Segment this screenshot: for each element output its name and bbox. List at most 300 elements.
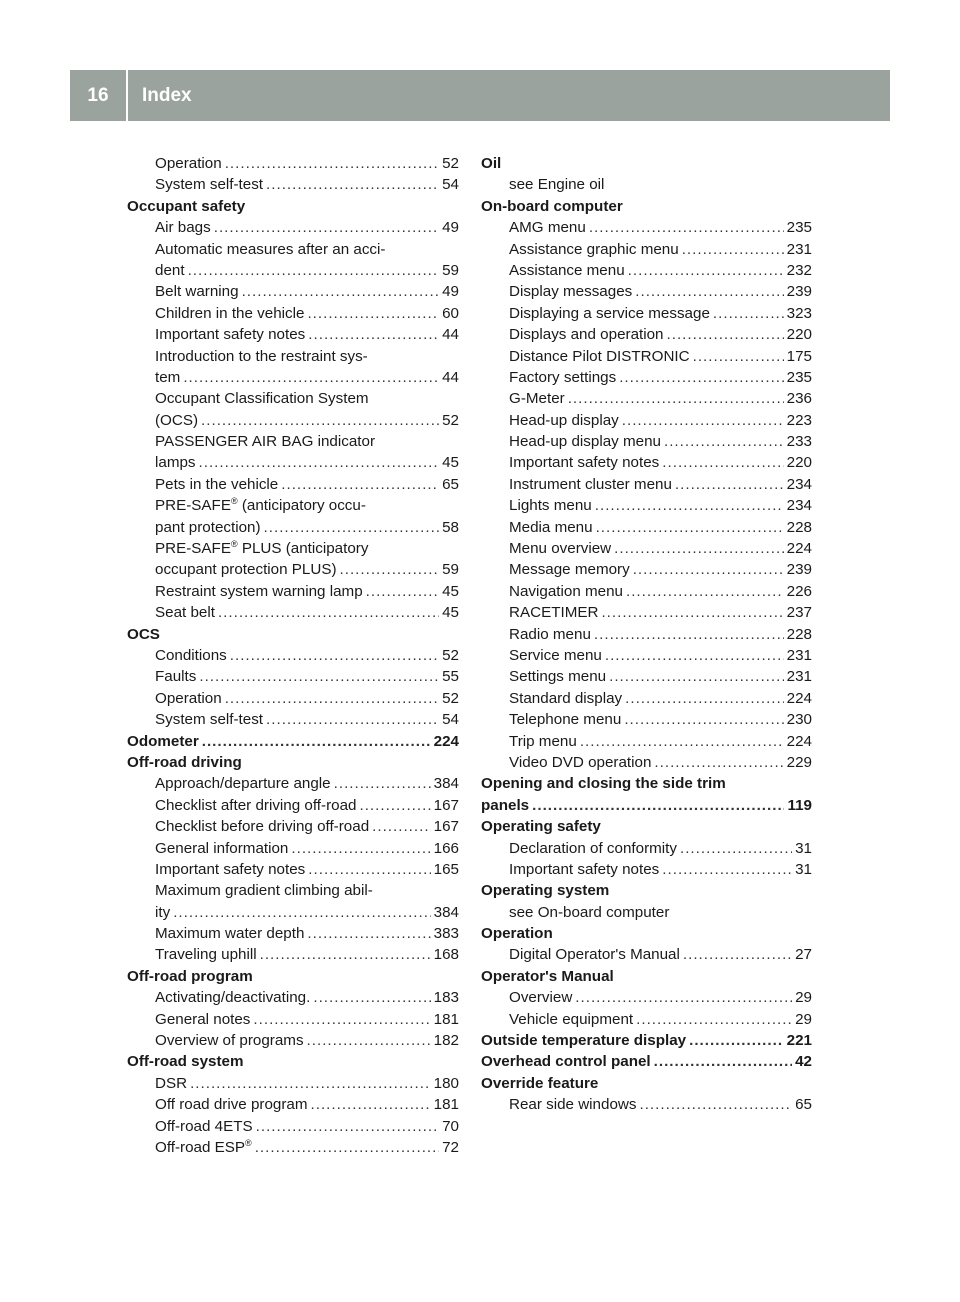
page-reference[interactable]: 175 (786, 347, 812, 365)
index-entry (481, 987, 812, 1008)
index-entry (481, 217, 812, 238)
index-entry (127, 581, 459, 602)
index-entry (481, 944, 812, 965)
dot-leader (601, 602, 783, 623)
dot-leader (359, 795, 430, 816)
dot-leader (682, 239, 784, 260)
page-reference[interactable]: 236 (786, 390, 812, 408)
page-reference[interactable]: 182 (433, 1032, 459, 1050)
page-reference[interactable]: 31 (795, 839, 812, 857)
entry-text: dent (155, 261, 185, 279)
index-entry (127, 474, 459, 495)
index-entry (481, 324, 812, 345)
entry-text: Displaying a service message (509, 304, 710, 322)
entry-text: Media menu (509, 518, 593, 536)
dot-leader (199, 666, 439, 687)
page-reference[interactable]: 181 (433, 1096, 459, 1114)
index-heading (481, 1073, 812, 1094)
dot-leader (199, 452, 440, 473)
entry-text: Important safety notes (509, 860, 660, 878)
index-entry (481, 602, 812, 623)
page-reference[interactable]: 224 (786, 540, 812, 558)
page-reference[interactable]: 166 (433, 839, 459, 857)
index-entry (127, 260, 459, 281)
page-reference[interactable]: 224 (786, 732, 812, 750)
dot-leader (183, 367, 439, 388)
page-reference[interactable]: 180 (433, 1074, 459, 1092)
entry-text: AMG menu (509, 219, 586, 237)
page-reference[interactable]: 221 (786, 1032, 812, 1050)
page-reference[interactable]: 231 (786, 646, 812, 664)
page-reference[interactable]: 45 (442, 604, 459, 622)
index-entry (127, 431, 459, 452)
page-reference[interactable]: 235 (786, 219, 812, 237)
entry-text: DSR (155, 1074, 188, 1092)
page-reference[interactable]: 234 (786, 497, 812, 515)
dot-leader (662, 452, 783, 473)
page-reference[interactable]: 220 (786, 454, 812, 472)
page-reference[interactable]: 29 (795, 1010, 812, 1028)
dot-leader (225, 153, 439, 174)
entry-text: Digital Operator's Manual (509, 946, 680, 964)
entry-text: pant protection) (155, 518, 261, 536)
index-column-right (481, 153, 812, 1116)
index-heading (481, 966, 812, 987)
dot-leader (639, 1094, 792, 1115)
dot-leader (230, 645, 439, 666)
entry-text: PASSENGER AIR BAG indicator (155, 433, 376, 451)
index-entry (127, 923, 459, 944)
entry-text: Operation (481, 925, 553, 943)
dot-leader (654, 752, 783, 773)
page-reference[interactable]: 232 (786, 261, 812, 279)
page-reference[interactable]: 65 (795, 1096, 812, 1114)
entry-text: Activating/deactivating. (155, 989, 311, 1007)
index-entry (127, 709, 459, 730)
index-entry (481, 239, 812, 260)
entry-text: Important safety notes (509, 454, 660, 472)
page-reference[interactable]: 239 (786, 561, 812, 579)
page-reference[interactable]: 42 (795, 1053, 812, 1071)
index-heading (481, 880, 812, 901)
index-entry (127, 174, 459, 195)
dot-leader (595, 495, 784, 516)
page-reference[interactable]: 383 (433, 925, 459, 943)
index-entry (127, 1009, 459, 1030)
index-heading (481, 795, 812, 816)
dot-leader (266, 174, 439, 195)
index-entry (481, 367, 812, 388)
index-entry (127, 1094, 459, 1115)
index-entry (127, 346, 459, 367)
index-entry (481, 688, 812, 709)
index-entry (481, 902, 812, 923)
dot-leader (256, 1116, 439, 1137)
page-reference[interactable]: 44 (442, 326, 459, 344)
page-reference[interactable]: 167 (433, 796, 459, 814)
dot-leader (307, 923, 430, 944)
entry-text: Off-road program (127, 967, 253, 985)
index-heading (127, 731, 459, 752)
entry-text: Off-road driving (127, 753, 242, 771)
entry-text: Off-road 4ETS (155, 1117, 253, 1135)
index-entry (481, 431, 812, 452)
entry-text: Settings menu (509, 668, 607, 686)
index-entry (127, 1116, 459, 1137)
entry-text: Maximum gradient climbing abil- (155, 882, 373, 900)
dot-leader (308, 324, 439, 345)
index-entry (481, 1009, 812, 1030)
entry-text: occupant protection PLUS) (155, 561, 337, 579)
dot-leader (201, 410, 439, 431)
entry-text: Instrument cluster menu (509, 475, 672, 493)
dot-leader (589, 217, 784, 238)
dot-leader (609, 666, 784, 687)
dot-leader (594, 624, 784, 645)
dot-leader (667, 324, 784, 345)
entry-text: Seat belt (155, 604, 215, 622)
entry-text: Overview of programs (155, 1032, 304, 1050)
page-reference[interactable]: 168 (433, 946, 459, 964)
page-reference[interactable]: 58 (442, 518, 459, 536)
entry-text: Off road drive program (155, 1096, 308, 1114)
index-entry (127, 880, 459, 901)
dot-leader (689, 1030, 784, 1051)
dot-leader (596, 517, 784, 538)
index-entry (481, 346, 812, 367)
entry-text: Occupant safety (127, 197, 246, 215)
entry-text: Automatic measures after an acci- (155, 240, 386, 258)
index-entry (481, 388, 812, 409)
entry-text: panels (481, 796, 530, 814)
dot-leader (626, 581, 784, 602)
entry-text: Radio menu (509, 625, 591, 643)
index-entry (481, 838, 812, 859)
index-entry (127, 1030, 459, 1051)
page-reference[interactable]: 49 (442, 283, 459, 301)
page-reference[interactable]: 27 (795, 946, 812, 964)
index-entry (127, 239, 459, 260)
dot-leader (173, 902, 430, 923)
dot-leader (218, 602, 439, 623)
entry-text: Standard display (509, 689, 623, 707)
page-reference[interactable]: 65 (442, 475, 459, 493)
entry-text: lamps (155, 454, 196, 472)
entry-text: Displays and operation (509, 326, 664, 344)
page-reference[interactable]: 235 (786, 368, 812, 386)
index-entry (481, 452, 812, 473)
index-entry (127, 538, 459, 559)
page-reference[interactable]: 230 (786, 711, 812, 729)
entry-text: Rear side windows (509, 1096, 637, 1114)
index-entry (127, 367, 459, 388)
page-reference[interactable]: 167 (433, 818, 459, 836)
dot-leader (242, 281, 440, 302)
page-reference[interactable]: 181 (433, 1010, 459, 1028)
entry-text: Operation (155, 689, 222, 707)
dot-leader (635, 281, 783, 302)
page-reference[interactable]: 384 (433, 903, 459, 921)
entry-text: Menu overview (509, 540, 612, 558)
page-reference[interactable]: 234 (786, 475, 812, 493)
entry-text: RACETIMER (509, 604, 599, 622)
dot-leader (662, 859, 792, 880)
page-reference[interactable]: 55 (442, 668, 459, 686)
registered-mark: ® (230, 496, 238, 507)
index-heading (481, 816, 812, 837)
entry-text: Operating system (481, 882, 610, 900)
page-reference[interactable]: 224 (786, 689, 812, 707)
page-reference[interactable]: 384 (433, 775, 459, 793)
entry-text: Video DVD operation (509, 753, 652, 771)
page-header (70, 70, 890, 121)
page-reference[interactable]: 226 (786, 582, 812, 600)
page-reference[interactable]: 52 (442, 689, 459, 707)
index-entry (481, 260, 812, 281)
entry-text: Distance Pilot DISTRONIC (509, 347, 690, 365)
dot-leader (624, 709, 783, 730)
index-entry (481, 709, 812, 730)
entry-text: OCS (127, 625, 160, 643)
index-entry (127, 281, 459, 302)
dot-leader (372, 816, 431, 837)
page-reference[interactable]: 44 (442, 368, 459, 386)
index-entry (127, 688, 459, 709)
index-entry (127, 773, 459, 794)
index-entry (127, 495, 459, 516)
index-entry (127, 517, 459, 538)
index-entry (127, 816, 459, 837)
entry-text: Air bags (155, 219, 211, 237)
index-entry (127, 410, 459, 431)
page-reference[interactable]: 323 (786, 304, 812, 322)
page-reference[interactable]: 45 (442, 454, 459, 472)
index-entry (127, 153, 459, 174)
entry-text: Overview (509, 989, 573, 1007)
dot-leader (675, 474, 784, 495)
dot-leader (680, 838, 792, 859)
page-reference[interactable]: 70 (442, 1117, 459, 1135)
entry-text: Factory settings (509, 368, 617, 386)
page-reference[interactable]: 31 (795, 860, 812, 878)
entry-text: Outside temperature display (481, 1032, 687, 1050)
page-reference[interactable]: 183 (433, 989, 459, 1007)
index-heading (127, 1051, 459, 1072)
entry-text: General information (155, 839, 289, 857)
index-heading (481, 923, 812, 944)
page-reference[interactable]: 54 (442, 176, 459, 194)
dot-leader (575, 987, 792, 1008)
index-entry (481, 474, 812, 495)
entry-text: Restraint system warning lamp (155, 582, 363, 600)
entry-text: Telephone menu (509, 711, 622, 729)
entry-text: Operator's Manual (481, 967, 614, 985)
entry-text: Assistance menu (509, 261, 625, 279)
dot-leader (628, 260, 784, 281)
entry-text: Navigation menu (509, 582, 623, 600)
page-reference[interactable]: 52 (442, 155, 459, 172)
dot-leader (307, 1030, 431, 1051)
dot-leader (308, 859, 430, 880)
page-reference[interactable]: 59 (442, 561, 459, 579)
page-reference[interactable]: 60 (442, 304, 459, 322)
index-entry (481, 581, 812, 602)
page-reference[interactable]: 54 (442, 711, 459, 729)
dot-leader (636, 1009, 792, 1030)
index-entry (481, 495, 812, 516)
dot-leader (693, 346, 784, 367)
index-entry (481, 645, 812, 666)
entry-text: Display messages (509, 283, 633, 301)
page-reference[interactable]: 229 (786, 753, 812, 771)
dot-leader (281, 474, 439, 495)
page-reference[interactable]: 228 (786, 518, 812, 536)
index-entry (127, 666, 459, 687)
dot-leader (568, 388, 784, 409)
index-entry (481, 174, 812, 195)
page-reference[interactable]: 231 (786, 668, 812, 686)
page-reference[interactable]: 223 (786, 411, 812, 429)
entry-text: Off-road system (127, 1053, 244, 1071)
index-entry (481, 303, 812, 324)
page-reference[interactable]: 237 (786, 604, 812, 622)
dot-leader (214, 217, 439, 238)
dot-leader (253, 1009, 430, 1030)
page-reference[interactable]: 52 (442, 411, 459, 429)
page-reference[interactable]: 165 (433, 860, 459, 878)
index-entry (127, 388, 459, 409)
index-entry (127, 645, 459, 666)
index-entry (481, 752, 812, 773)
index-entry (481, 624, 812, 645)
index-entry (127, 1073, 459, 1094)
index-entry (481, 1094, 812, 1115)
index-entry (127, 838, 459, 859)
page-reference[interactable]: 72 (442, 1138, 459, 1156)
dot-leader (713, 303, 784, 324)
index-heading (481, 1051, 812, 1072)
page-reference[interactable]: 52 (442, 646, 459, 664)
dot-leader (255, 1137, 439, 1158)
entry-text: Checklist after driving off-road (155, 796, 357, 814)
dot-leader (654, 1051, 792, 1072)
page-number: 16 (87, 85, 109, 106)
entry-text: Assistance graphic menu (509, 240, 679, 258)
page-reference[interactable]: 231 (786, 240, 812, 258)
page-reference[interactable]: 45 (442, 582, 459, 600)
entry-text: Traveling uphill (155, 946, 257, 964)
entry-text: Override feature (481, 1074, 599, 1092)
entry-text: Declaration of conformity (509, 839, 677, 857)
dot-leader (307, 303, 439, 324)
index-entry (127, 452, 459, 473)
entry-text: Pets in the vehicle (155, 475, 279, 493)
entry-text: Odometer (127, 732, 199, 750)
page-reference[interactable]: 224 (433, 732, 459, 750)
index-entry (127, 324, 459, 345)
page-reference[interactable]: 29 (795, 989, 812, 1007)
index-entry (127, 795, 459, 816)
index-heading (481, 1030, 812, 1051)
index-entry (481, 559, 812, 580)
index-entry (127, 217, 459, 238)
entry-text: Service menu (509, 646, 602, 664)
registered-mark: ® (230, 539, 238, 550)
registered-mark: ® (245, 1137, 252, 1148)
dot-leader (625, 688, 784, 709)
section-title: Index (142, 85, 192, 106)
index-entry (481, 538, 812, 559)
entry-text: Belt warning (155, 283, 239, 301)
dot-leader (311, 1094, 431, 1115)
dot-leader (264, 517, 440, 538)
page-reference[interactable]: 59 (442, 261, 459, 279)
entry-text: see Engine oil (509, 176, 605, 194)
dot-leader (633, 559, 784, 580)
index-entry (127, 602, 459, 623)
entry-text: tem (155, 368, 181, 386)
entry-text: Important safety notes (155, 326, 306, 344)
entry-text: System self-test (155, 176, 264, 194)
dot-leader (532, 795, 784, 816)
page-reference[interactable]: 49 (442, 219, 459, 237)
index-entry (127, 859, 459, 880)
index-heading (127, 966, 459, 987)
entry-text: Approach/departure angle (155, 775, 331, 793)
entry-text: On-board computer (481, 197, 623, 215)
page-reference[interactable]: 239 (786, 283, 812, 301)
index-entry (127, 987, 459, 1008)
dot-leader (664, 431, 784, 452)
entry-text: Oil (481, 155, 502, 172)
entry-text: Operating safety (481, 818, 601, 836)
entry-text: (OCS) (155, 411, 199, 429)
index-entry (481, 666, 812, 687)
page-reference[interactable]: 119 (787, 796, 812, 814)
page-reference[interactable]: 220 (786, 326, 812, 344)
index-entry (127, 1137, 459, 1158)
dot-leader (622, 410, 784, 431)
entry-text: Faults (155, 668, 197, 686)
dot-leader (260, 944, 431, 965)
entry-text: Overhead control panel (481, 1053, 651, 1071)
entry-text: System self-test (155, 711, 264, 729)
entry-text: PRE-SAFE® PLUS (anticipatory (155, 539, 369, 558)
dot-leader (683, 944, 792, 965)
entry-text: Maximum water depth (155, 925, 305, 943)
entry-text: PRE-SAFE® (anticipatory occu- (155, 496, 366, 515)
entry-text: ity (155, 903, 171, 921)
entry-text: General notes (155, 1010, 251, 1028)
dot-leader (202, 731, 431, 752)
entry-text: Trip menu (509, 732, 577, 750)
entry-text: Head-up display menu (509, 433, 661, 451)
page-reference[interactable]: 233 (786, 433, 812, 451)
index-entry (127, 303, 459, 324)
page-reference[interactable]: 228 (786, 625, 812, 643)
entry-text: see On-board computer (509, 903, 670, 921)
dot-leader (614, 538, 784, 559)
dot-leader (313, 987, 430, 1008)
dot-leader (605, 645, 784, 666)
entry-text: Head-up display (509, 411, 619, 429)
dot-leader (291, 838, 430, 859)
index-column-left (127, 153, 459, 1158)
index-heading (127, 624, 459, 645)
entry-text: Opening and closing the side trim (481, 775, 726, 793)
dot-leader (619, 367, 783, 388)
dot-leader (334, 773, 431, 794)
